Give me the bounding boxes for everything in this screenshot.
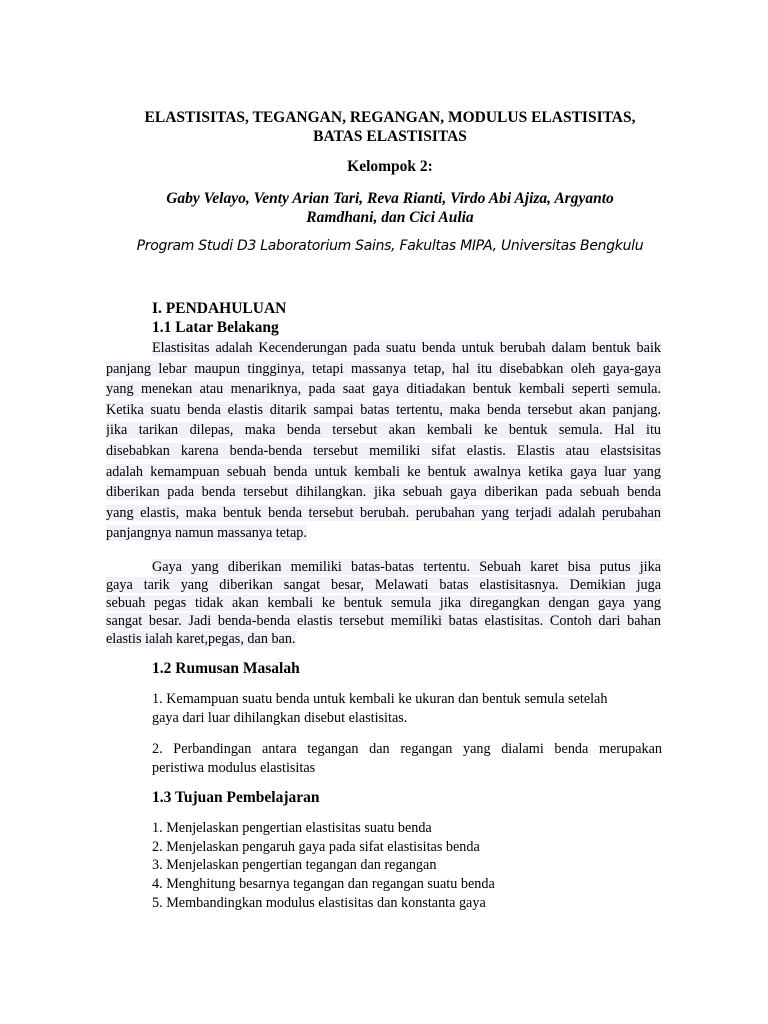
paragraph-line: yang elastis, maka bentuk benda tersebut berubah. perubahan yang terjadi adalah perubahan xyxy=(106,504,661,521)
list-item: 1. Menjelaskan pengertian elastisitas suatu benda xyxy=(152,820,432,836)
rumusan-item-2 xyxy=(152,740,662,777)
affiliation: Program Studi D3 Laboratorium Sains, Fakultas MIPA, Universitas Bengkulu xyxy=(136,238,644,254)
section-heading-pendahuluan: I. PENDAHULUAN xyxy=(152,300,287,317)
paragraph-line: disebabkan karena benda-benda tersebut memiliki sifat elastis. Elastis atau elastsisitas xyxy=(106,442,661,459)
paragraph-line: diberikan pada benda tersebut dihilangkan. jika sebuah gaya diberikan pada sebuah benda xyxy=(106,484,661,501)
title-line-2: BATAS ELASTISITAS xyxy=(313,128,467,145)
subsection-heading-latar-belakang: 1.1 Latar Belakang xyxy=(152,319,279,336)
paragraph-line: panjang lebar maupun tingginya, tetapi massanya tetap, hal itu disebabkan oleh gaya-gaya xyxy=(106,360,661,377)
paper-title xyxy=(120,108,660,146)
rumusan-line: gaya dari luar dihilangkan disebut elastisitas. xyxy=(152,709,408,726)
rumusan-item-1 xyxy=(152,690,662,727)
paragraph-line: Elastisitas adalah Kecenderungan pada suatu benda untuk berubah dalam bentuk baik xyxy=(152,340,661,356)
title-line-1: ELASTISITAS, TEGANGAN, REGANGAN, MODULUS ELASTISITAS, xyxy=(144,109,636,126)
author-list xyxy=(120,189,660,227)
rumusan-line: peristiwa modulus elastisitas xyxy=(152,759,316,776)
list-item: 5. Membandingkan modulus elastisitas dan konstanta gaya xyxy=(152,895,486,911)
paragraph-line: sangat besar. Jadi benda-benda elastis tersebut memiliki batas elastisitas. Contoh dari bahan xyxy=(106,613,661,629)
group-label: Kelompok 2: xyxy=(347,158,433,175)
list-item: 2. Menjelaskan pengaruh gaya pada sifat elastisitas benda xyxy=(152,838,480,855)
list-item: 4. Menghitung besarnya tegangan dan regangan suatu benda xyxy=(152,875,495,892)
paragraph-line: adalah kemampuan sebuah benda untuk kembali ke bentuk awalnya ketika gaya luar yang xyxy=(106,463,661,480)
paragraph-line: yang menekan atau menariknya, pada saat gaya ditiadakan bentuk kembali seperti semula. xyxy=(106,381,661,398)
rumusan-line: 2. Perbandingan antara tegangan dan regangan yang dialami benda merupakan xyxy=(152,741,662,757)
paragraph-line: panjangnya namun massanya tetap. xyxy=(106,525,307,542)
rumusan-line: 1. Kemampuan suatu benda untuk kembali ke ukuran dan bentuk semula setelah xyxy=(152,691,608,707)
paragraph-line: gaya tarik yang diberikan sangat besar, Melawati batas elastisitasnya. Demikian juga xyxy=(106,577,661,593)
paragraph-line: Gaya yang diberikan memiliki batas-batas tertentu. Sebuah karet bisa putus jika xyxy=(152,559,661,575)
tujuan-list xyxy=(152,819,662,913)
paragraph-latar-belakang-2 xyxy=(106,558,661,648)
paragraph-latar-belakang-1 xyxy=(106,338,661,544)
authors-line-2: Ramdhani, dan Cici Aulia xyxy=(306,209,474,226)
authors-line-1: Gaby Velayo, Venty Arian Tari, Reva Rianti, Virdo Abi Ajiza, Argyanto xyxy=(166,190,614,207)
paragraph-line: elastis ialah karet,pegas, dan ban. xyxy=(106,631,296,647)
subsection-heading-tujuan-pembelajaran: 1.3 Tujuan Pembelajaran xyxy=(152,789,320,806)
paragraph-line: sebuah pegas tidak akan kembali ke bentuk semula jika diregangkan dengan gaya yang xyxy=(106,595,661,611)
paragraph-line: Ketika suatu benda elastis ditarik sampai batas tertentu, maka benda tersebut akan panjang. xyxy=(106,401,661,418)
paragraph-line: jika tarikan dilepas, maka benda tersebut akan kembali ke bentuk semula. Hal itu xyxy=(106,422,661,439)
list-item: 3. Menjelaskan pengertian tegangan dan regangan xyxy=(152,857,437,873)
subsection-heading-rumusan-masalah: 1.2 Rumusan Masalah xyxy=(152,660,300,677)
